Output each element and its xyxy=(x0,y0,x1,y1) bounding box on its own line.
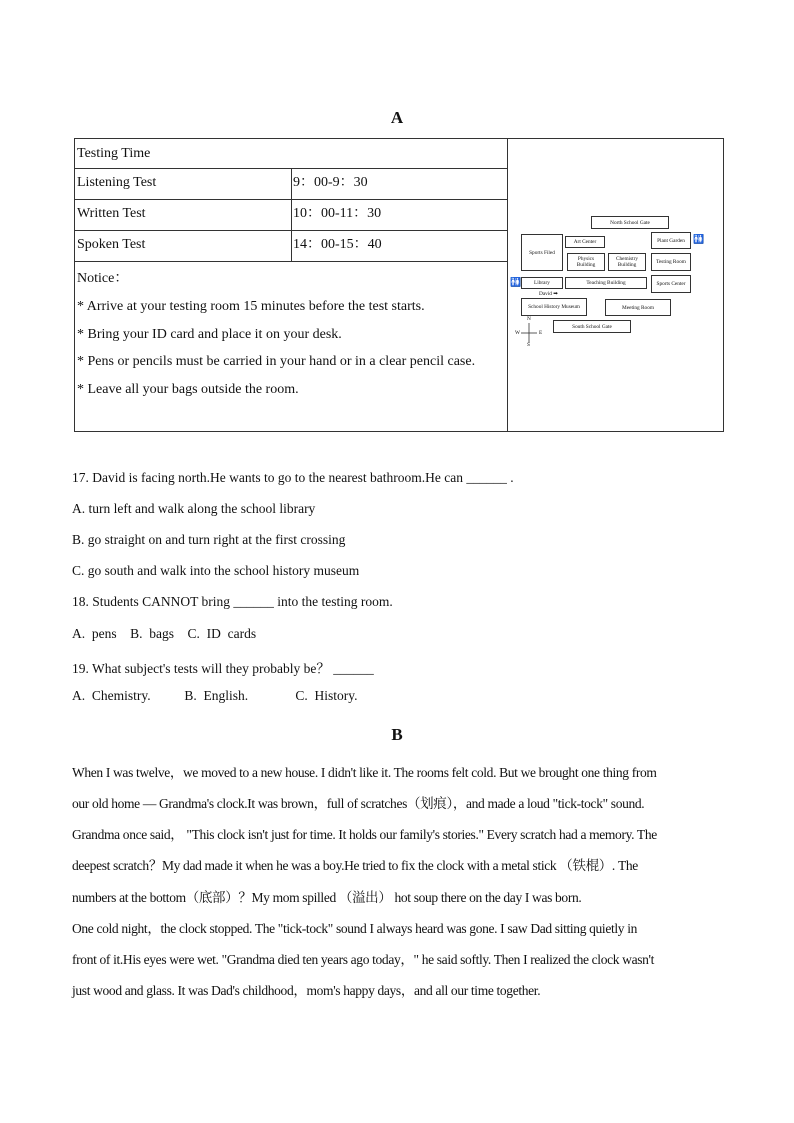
passage-line: deepest scratch？My dad made it when he was a boy.He tried to fix the clock with a metal stick （铁棍）. The xyxy=(72,858,638,873)
map-plant-garden: Plant Garden xyxy=(651,232,691,249)
david-label: David xyxy=(539,291,552,297)
notice-block xyxy=(77,265,503,404)
compass-s: S xyxy=(527,342,530,348)
compass-n: N xyxy=(527,316,531,322)
map-library: Library xyxy=(521,277,563,289)
map-south-gate: South School Gate xyxy=(553,320,631,333)
notice-title: Notice： xyxy=(77,271,129,286)
map-teaching-building: Teaching Building xyxy=(565,277,647,289)
notice-item: * Bring your ID card and place it on your desk. xyxy=(77,326,342,342)
passage-line: Grandma once said， "This clock isn't just for time. It holds our family's stories." Every scratch had a memory. The xyxy=(72,827,657,842)
passage-line: just wood and glass. It was Dad's childhood，mom's happy days，and all our time together. xyxy=(72,983,541,998)
passage-line: front of it.His eyes were wet. "Grandma died ten years ago today，" he said softly. Then I realized the clock wasn't xyxy=(72,952,655,967)
school-map xyxy=(507,139,723,431)
test-time-spoken: 14：00-15：40 xyxy=(293,237,382,252)
map-sports-field: Sports Filed xyxy=(521,234,563,271)
compass-e: E xyxy=(539,330,543,336)
notice-item: * Pens or pencils must be carried in your hand or in a clear pencil case. xyxy=(77,354,476,370)
map-testing-room: Testing Room xyxy=(651,253,691,271)
notice-item: * Arrive at your testing room 15 minutes before the test starts. xyxy=(77,298,425,314)
map-chemistry-building: Chemistry Building xyxy=(608,253,646,271)
passage-line: our old home — Grandma's clock.It was brown，full of scratches（划痕），and made a loud "tick-tock" sound. xyxy=(72,796,645,811)
question-18: 18. Students CANNOT bring ______ into the testing room. xyxy=(72,594,393,609)
option: A. pens B. bags C. ID cards xyxy=(72,626,257,641)
option: C. go south and walk into the school history museum xyxy=(72,563,360,578)
test-time-listening: 9：00-9：30 xyxy=(293,175,368,190)
option: B. go straight on and turn right at the first crossing xyxy=(72,532,346,547)
map-art-center: Art Center xyxy=(565,236,605,248)
map-history-museum: School History Museum xyxy=(521,298,587,316)
map-david xyxy=(539,291,558,297)
map-north-gate: North School Gate xyxy=(591,216,669,229)
passage-line: One cold night，the clock stopped. The "tick-tock" sound I always heard was gone. I saw Dad sitting quietly in xyxy=(72,921,637,936)
test-time-written: 10：00-11：30 xyxy=(293,206,382,221)
section-b-heading: B xyxy=(391,725,403,744)
question-19: 19. What subject's tests will they probably be？ ______ xyxy=(72,661,374,676)
arrow-right-icon: ➡ xyxy=(553,291,558,297)
test-name-written: Written Test xyxy=(77,206,146,221)
option: A. turn left and walk along the school library xyxy=(72,501,316,516)
map-meeting-room: Meeting Room xyxy=(605,299,671,316)
section-a-heading: A xyxy=(390,108,404,127)
restroom-icon: 🚻 xyxy=(693,234,705,244)
map-physics-building: Physics Building xyxy=(567,253,605,271)
passage-line: When I was twelve，we moved to a new house. I didn't like it. The rooms felt cold. But we brought one thing from xyxy=(72,765,657,780)
test-name-listening: Listening Test xyxy=(77,175,157,190)
table-title: Testing Time xyxy=(77,146,151,161)
question-17: 17. David is facing north.He wants to go to the nearest bathroom.He can ______ . xyxy=(72,470,514,485)
compass-icon xyxy=(515,316,543,348)
passage-line: numbers at the bottom（底部）？My mom spilled （溢出） hot soup there on the day I was born. xyxy=(72,890,582,905)
option: A. Chemistry. B. English. C. History. xyxy=(72,688,358,703)
notice-item: * Leave all your bags outside the room. xyxy=(77,382,299,398)
test-name-spoken: Spoken Test xyxy=(77,237,146,252)
testing-time-table xyxy=(74,138,724,432)
map-sports-center: Sports Center xyxy=(651,275,691,293)
restroom-icon: 🚻 xyxy=(510,277,522,287)
compass-w: W xyxy=(515,330,520,336)
